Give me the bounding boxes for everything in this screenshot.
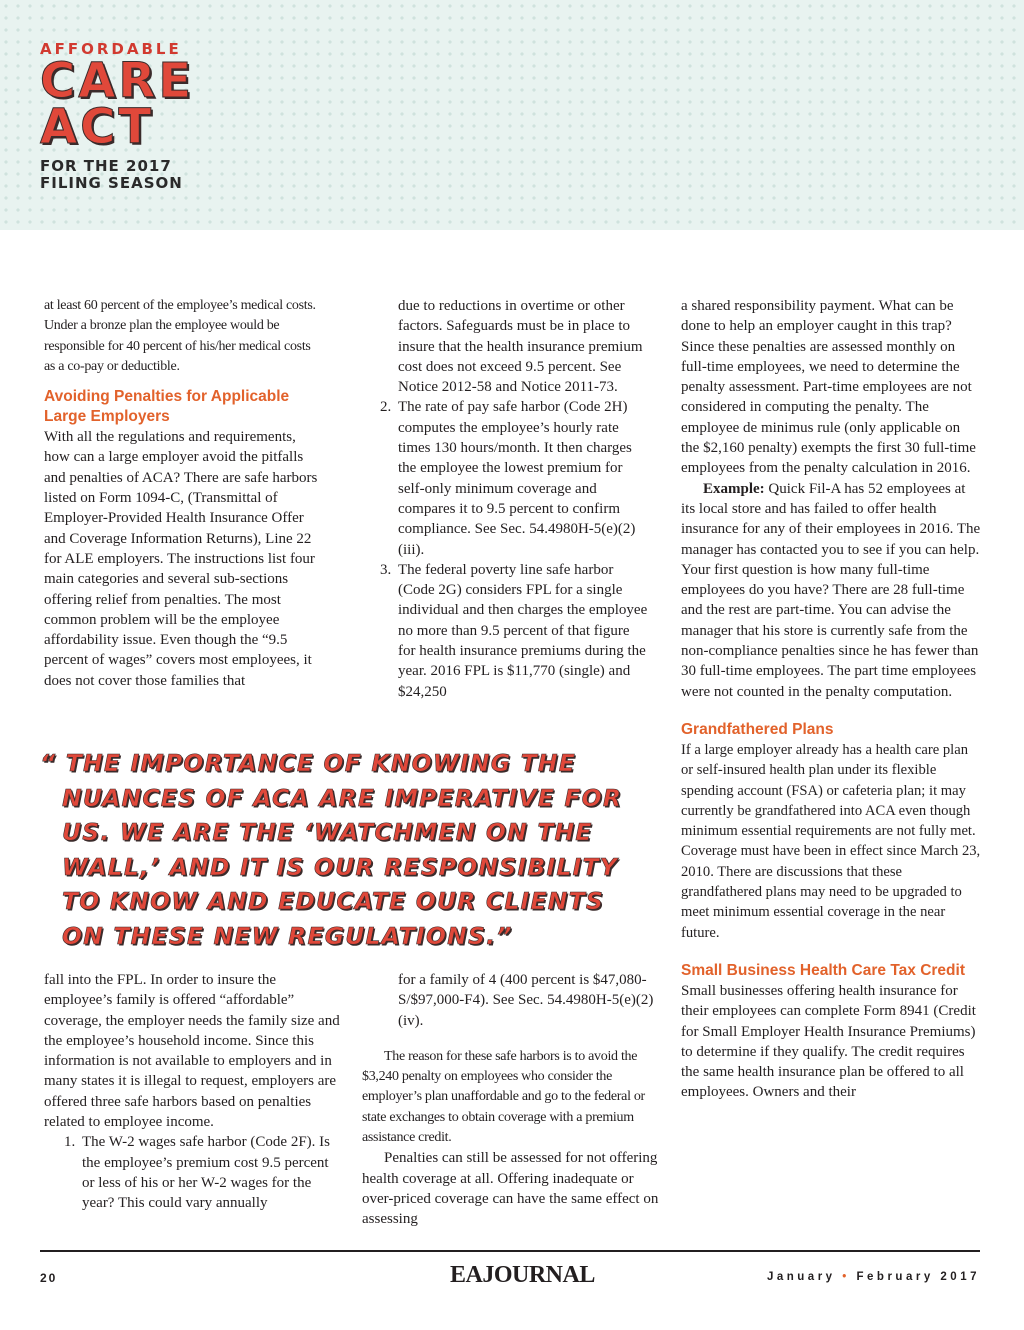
list-number: 1. xyxy=(64,1134,76,1151)
paragraph: If a large employer already has a health care plan or self-insured health plan under its flexible spending account (FSA) or cafeteria plan; it may currently be grandfathered into ACA even though minimum essential requirements are not fully met. Coverage must have been in effect since March 23, 2010. There are discussions that these grandfathered plans may need to be upgraded to meet minimum essential coverage in the near future. xyxy=(681,741,981,941)
paragraph xyxy=(681,479,981,702)
list-text: The rate of pay safe harbor (Code 2H) computes the employee’s hourly rate times 130 hours/month. It then charges the employee the lowest premium for self-only minimum coverage and compares it to 9.5 percent to confirm compliance. See Sec. 54.4980H-5(e)(2)(iii). xyxy=(398,399,636,558)
paragraph: at least 60 percent of the employee’s medical costs. Under a bronze plan the employee would be responsible for 40 percent of his/her medical costs as a co-pay or deductible. xyxy=(44,298,316,374)
paragraph: a shared responsibility payment. What can be done to help an employer caught in this trap? Since these penalties are assessed monthly on full-time employees, we need to determine the penalty assessment. Part-time employees are not considered in computing the penalty. The employee de minimus rule (only applicable on the $2,160 penalty) exempts the first 30 full-time employees from the penalty calculation in 2016. xyxy=(681,298,976,477)
column-2-top xyxy=(380,296,650,702)
journal-logo: EAJOURNAL xyxy=(450,1262,595,1288)
pull-quote-text: “ THE IMPORTANCE OF KNOWING THE NUANCES OF ACA ARE IMPERATIVE FOR US. WE ARE THE ‘WATCHMEN ON THE WALL,’ AND IT IS OUR RESPONSIBILITY TO KNOW AND EDUCATE OUR CLIENTS ON THESE NEW REGULATIONS.” xyxy=(40,749,623,950)
separator-dot: • xyxy=(842,1271,850,1283)
list-item xyxy=(380,560,650,702)
section-heading: Grandfathered Plans xyxy=(681,720,834,738)
column-3 xyxy=(681,296,981,1103)
paragraph: due to reductions in overtime or other factors. Safeguards must be in place to insure that the health insurance premium cost does not exceed 9.5 percent. See Notice 2012-58 and Notice 2011-73. xyxy=(398,298,643,396)
column-1-bottom xyxy=(44,970,342,1214)
list-item xyxy=(380,397,650,559)
paragraph: With all the regulations and requirements, how can a large employer avoid the pitfalls and penalties of ACA? There are safe harbors listed on Form 1094-C, (Transmittal of Employer-Provided Health Insurance Offer and Coverage Information Returns), Line 22 for ALE employers. The instructions list four main categories and several sub-sections offering relief from penalties. The most common problem will be the employee affordability issue. Even though the “9.5 percent of wages” covers most employees, it does not cover those families that xyxy=(44,429,318,689)
list-item xyxy=(64,1132,342,1213)
logo-line-care: CARE xyxy=(40,53,195,109)
paragraph: The reason for these safe harbors is to avoid the $3,240 penalty on employees who consider the employer’s plan unaffordable and go to the federal or state exchanges to obtain coverage with a premium assistance credit. xyxy=(362,1048,645,1146)
example-text: Quick Fil-A has 52 employees at its local store and has failed to offer health insurance for any of their employees in 2016. The manager has contacted you to see if you can help. Your first question is how many full-time employees do you have? There are 28 full-time and the rest are part-time. You can advise the manager that his store is currently safe from the non-compliance penalties since he has fewer than 30 full-time employees. The part time employees were not counted in the penalty computation. xyxy=(681,480,981,700)
column-2-bottom xyxy=(362,970,660,1230)
logo-line-affordable: AFFORDABLE xyxy=(40,40,182,58)
paragraph: fall into the FPL. In order to insure the employee’s family is offered “affordable” coverage, the employer needs the family size and the employee’s household income. Since this information is not available to employers and in many states it is illegal to request, employers are offered three safe harbors based on penalties related to employee income. xyxy=(44,972,340,1131)
logo-line-act: ACT xyxy=(40,99,155,155)
section-heading: Avoiding Penalties for Applicable Large Employers xyxy=(44,388,290,426)
paragraph: Small businesses offering health insurance for their employees can complete Form 8941 (Credit for Small Employer Health Insurance Premiums) to determine if they qualify. The credit requires the same health insurance plan be offered to all employees. Owners and their xyxy=(681,982,976,1101)
page-number: 20 xyxy=(40,1271,58,1285)
footer-divider xyxy=(40,1250,980,1252)
logo-line-filing-year: FOR THE 2017 xyxy=(40,157,172,175)
issue-month-2: February 2017 xyxy=(856,1271,980,1283)
issue-date xyxy=(767,1271,980,1283)
paragraph: Penalties can still be assessed for not offering health coverage at all. Offering inadequate or over-priced coverage can have the same effect on assessing xyxy=(362,1150,659,1228)
logo-line-filing-season: FILING SEASON xyxy=(40,174,183,192)
section-heading: Small Business Health Care Tax Credit xyxy=(681,961,965,979)
aca-logo xyxy=(40,40,194,192)
list-number: 2. xyxy=(380,399,392,416)
pull-quote xyxy=(40,746,650,953)
safe-harbor-list xyxy=(64,1132,342,1213)
example-label: Example: xyxy=(703,480,765,497)
list-text: The federal poverty line safe harbor (Code 2G) considers FPL for a single individual and then charges the employee no more than 9.5 percent of that figure for health insurance premiums during the year. 2016 FPL is $11,770 (single) and $24,250 xyxy=(398,561,648,700)
paragraph: for a family of 4 (400 percent is $47,080-S/$97,000-F4). See Sec. 54.4980H-5(e)(2)(iv). xyxy=(398,972,654,1029)
issue-month-1: January xyxy=(766,1271,836,1283)
column-1-top xyxy=(44,296,324,691)
list-number: 3. xyxy=(380,561,392,578)
safe-harbor-list xyxy=(380,397,650,701)
list-text: The W-2 wages safe harbor (Code 2F). Is the employee’s premium cost 9.5 percent or less of his or her W-2 wages for the year? This could vary annually xyxy=(82,1134,330,1212)
